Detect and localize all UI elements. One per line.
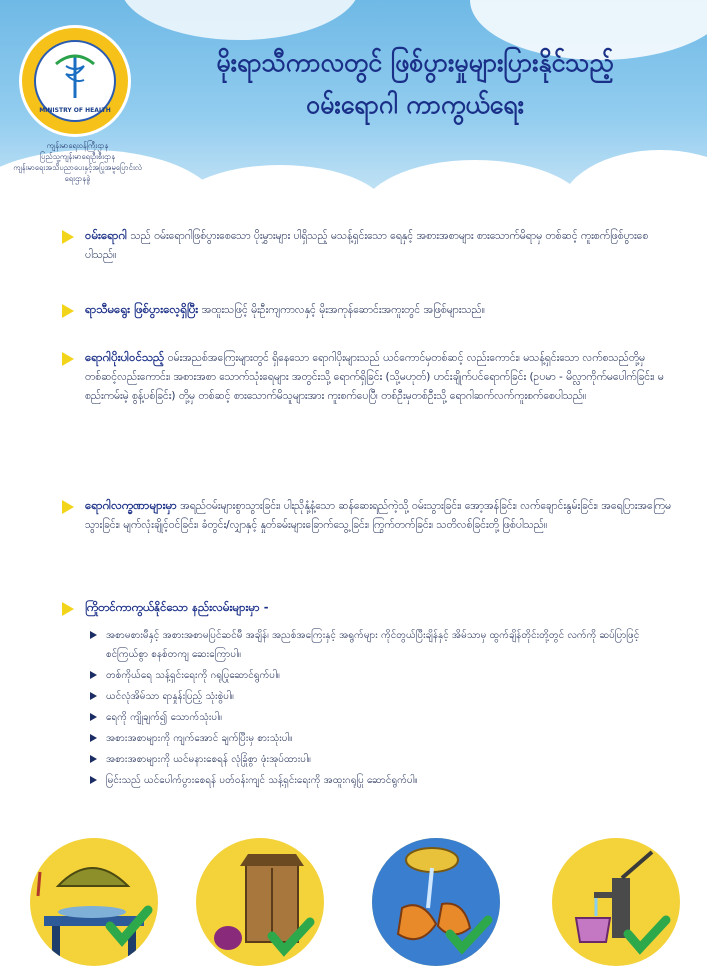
section-text: အရည်ဝမ်းများစွာသွားခြင်း၊ ပါးညိုနုံ့နံ့သော ဆန်ဆေးရည်ကဲ့သို့ ဝမ်းသွားခြင်း၊ အော့အန်ခြင်း၊ လက်ချောင်းနွမ်းခြင်း၊ အရေပြားအကြေမသွားခြင်း၊ မျက်လုံးချိုင့်ဝင်ခြင်း၊ ခံတွင်း/လျှာနှင့် နှုတ်ခမ်းများခြောက်သွေ့ခြင်း၊ ကြွက်တက်ခြင်း၊ သတိလစ်ခြင်းတို့ ဖြစ်ပါသည်။ bbox=[85, 500, 671, 531]
poster-title bbox=[150, 42, 680, 126]
ministry-line-3: ကျန်းမာရေးအသိပညာပေးနှင့်အပြုအမူပြောင်းလဲရေးဌာနခွဲ bbox=[13, 163, 142, 183]
section-heading: ရောဂါပိုးပါဝင်သည့် bbox=[85, 350, 165, 364]
latrine-icon bbox=[196, 838, 324, 966]
tip-text: မြင်းသည် ယင်ပေါက်ပွားစေရန် ပတ်ဝန်းကျင် သန့်ရှင်းရေးကို အထူးဂရုပြု ဆောင်ရွက်ပါ။ bbox=[106, 775, 418, 786]
ministry-logo bbox=[22, 28, 128, 134]
prevention-tips-list bbox=[90, 626, 670, 792]
section-transmission bbox=[55, 348, 675, 406]
illustration-wash-hands bbox=[372, 838, 500, 966]
covered-food-icon bbox=[30, 838, 158, 966]
illustration-latrine bbox=[196, 838, 324, 966]
ministry-name bbox=[10, 140, 145, 184]
tip-text: တစ်ကိုယ်ရေ သန့်ရှင်းရေးကို ဂရုပြုဆောင်ရွက်ပါ။ bbox=[106, 670, 280, 681]
bullet-arrow-icon bbox=[62, 304, 74, 318]
section-text: သည် ဝမ်းရောဂါဖြစ်ပွားစေသော ပိုးမွှားများ ပါရှိသည့် မသန့်ရှင်းသော ရေနှင့် အစားအစာများ စားသောက်မိရာမှ တစ်ဆင့် ကူးစက်ဖြစ်ပွားစေပါသည်။ bbox=[85, 230, 649, 261]
cloud-shape bbox=[360, 160, 590, 215]
tip-text: ရေကို ကျိုချက်၍ သောက်သုံးပါ။ bbox=[106, 712, 222, 723]
tip-text: ယင်လုံအိမ်သာ ရာနှုန်းပြည့် သုံးစွဲပါ။ bbox=[106, 691, 234, 702]
tip-arrow-icon bbox=[90, 755, 97, 763]
cloud-shape bbox=[170, 165, 390, 215]
tip-item bbox=[90, 750, 670, 769]
title-line-1: မိုးရာသီကာလတွင် ဖြစ်ပွားမှုများပြားနိုင်သည့် bbox=[216, 48, 614, 77]
section-heading: ရာသီမရွေး ဖြစ်ပွားလေ့ရှိပြီး bbox=[85, 302, 199, 316]
ministry-line-2: ပြည်သူ့ကျန်းမာရေးဦးစီးဌာန bbox=[39, 152, 116, 161]
logo-text: MINISTRY OF HEALTH bbox=[39, 107, 111, 114]
tip-arrow-icon bbox=[90, 692, 97, 700]
bullet-arrow-icon bbox=[62, 500, 74, 514]
bullet-arrow-icon bbox=[62, 352, 74, 366]
section-cause bbox=[55, 226, 675, 265]
tip-arrow-icon bbox=[90, 631, 97, 639]
ministry-line-1: ကျန်းမာရေးဝန်ကြီးဌာန bbox=[46, 141, 109, 150]
water-pump-icon bbox=[552, 838, 680, 966]
cloud-shape bbox=[560, 150, 707, 215]
tip-text: အစာမစားမီနှင့် အစားအစာမပြင်ဆင်မီ အချိန်၊ အညစ်အကြေးနှင့် အရွက်များ ကိုင်တွယ်ပြီးချိန်နှင့် အိမ်သာမှ ထွက်ချိန်တိုင်းတို့တွင် လက်ကို ဆပ်ပြာဖြင့် စင်ကြယ်စွာ စနစ်တကျ ဆေးကြောပါ။ bbox=[106, 630, 640, 660]
tip-item bbox=[90, 771, 670, 790]
section-heading: ရောဂါလက္ခဏာများမှာ bbox=[85, 498, 177, 512]
hand-washing-icon bbox=[372, 838, 500, 966]
illustration-cover-food bbox=[30, 838, 158, 966]
tip-arrow-icon bbox=[90, 734, 97, 742]
section-text: ဝမ်းအညစ်အကြေးများတွင် ရှိနေသော ရောဂါပိုးများသည် ယင်ကောင်မှတစ်ဆင့် လည်းကောင်း၊ မသန့်ရှင်းသော လက်စသည်တို့မှ တစ်ဆင့်လည်းကောင်း၊ အစားအစာ သောက်သုံးရေများ အတွင်းသို့ ရောက်ရှိခြင်း (သို့မဟုတ်) ဟင်းချိုက်ပင်ရောက်ခြင်း (ဥပမာ - မိလ္လာကိုက်မပေါက်ခြင်း၊ မစည်းကမ်းမဲ့ စွန့်ပစ်ခြင်း) တို့မှ တစ်ဆင့် စားသောက်မိသူများအား ကူးစက်ပေပြီ၊ တစ်ဦးမှတစ်ဦးသို့ ရောဂါဆက်လက်ကူးစက်စေပါသည်။ bbox=[85, 352, 664, 402]
section-heading: ဝမ်းရောဂါ bbox=[85, 228, 128, 242]
cloud-shape bbox=[120, 0, 360, 40]
illustration-water-pump bbox=[552, 838, 680, 966]
tip-arrow-icon bbox=[90, 776, 97, 784]
tip-item bbox=[90, 729, 670, 748]
tip-item bbox=[90, 708, 670, 727]
section-prevention bbox=[55, 598, 675, 618]
tip-text: အစားအစာများကို ယင်မနားစေရန် လုံခြုံစွာ ဖုံးအုပ်ထားပါ။ bbox=[106, 754, 311, 765]
tip-item bbox=[90, 626, 670, 664]
tip-text: အစားအစာများကို ကျက်အောင် ချက်ပြီးမှ စားသုံးပါ။ bbox=[106, 733, 293, 744]
bullet-arrow-icon bbox=[62, 602, 74, 616]
tip-arrow-icon bbox=[90, 671, 97, 679]
tip-item bbox=[90, 687, 670, 706]
section-text: အထူးသဖြင့် မိုးဦးကျကာလနှင့် မိုးအကုန်ဆောင်းအကူးတွင် အဖြစ်များသည်။ bbox=[201, 304, 485, 316]
title-line-2: ဝမ်းရောဂါ ကာကွယ်ရေး bbox=[306, 90, 524, 119]
tip-arrow-icon bbox=[90, 713, 97, 721]
tip-item bbox=[90, 666, 670, 685]
section-season bbox=[55, 300, 675, 320]
illustrations-row bbox=[0, 838, 707, 968]
section-symptoms bbox=[55, 496, 675, 535]
bullet-arrow-icon bbox=[62, 230, 74, 244]
section-heading: ကြိုတင်ကာကွယ်နိုင်သော နည်းလမ်းများမှာ - bbox=[85, 600, 269, 614]
header-banner bbox=[0, 0, 707, 215]
